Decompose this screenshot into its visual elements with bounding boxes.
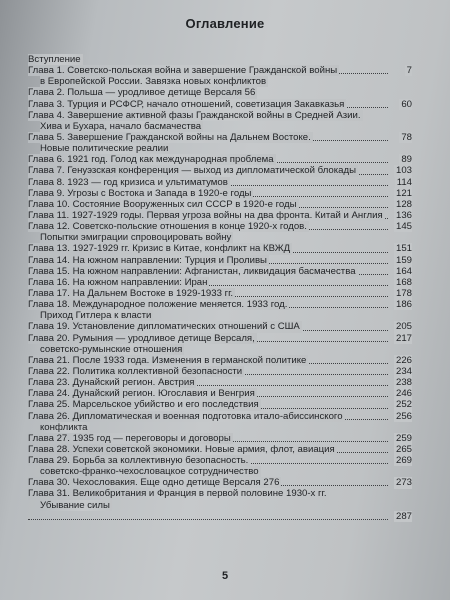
toc-entry bbox=[28, 433, 412, 444]
toc-entry-text: Глава 31. Великобритания и Франция в первой половине 1930-х гг. bbox=[28, 488, 327, 500]
toc-entry bbox=[28, 177, 412, 188]
toc-entry bbox=[28, 54, 412, 65]
toc-entry-text: Глава 2. Польша — уродливое детище Версаля 56 bbox=[28, 87, 256, 99]
toc-entry-page: 217 bbox=[395, 332, 412, 344]
toc-entry bbox=[28, 277, 412, 288]
toc-entry-text: Глава 12. Советско-польские отношения в конце 1920-х годов. bbox=[28, 221, 307, 233]
toc-entry-page: 226 bbox=[395, 354, 412, 366]
toc-entry-page: 252 bbox=[395, 399, 412, 411]
toc-entry bbox=[28, 310, 412, 321]
toc-entry bbox=[28, 99, 412, 110]
toc-entry bbox=[28, 243, 412, 254]
toc-entry-text: Убывание силы bbox=[40, 499, 110, 511]
toc-entry-text: Глава 6. 1921 год. Голод как международная проблема bbox=[28, 154, 274, 166]
toc-entry-page: 256 bbox=[395, 410, 412, 422]
toc-entry-page: 259 bbox=[395, 432, 412, 444]
toc-entry-text: Глава 11. 1927-1929 годы. Первая угроза войны на два фронта. Китай и Англия bbox=[28, 209, 383, 221]
toc-entry bbox=[28, 377, 412, 388]
toc-entry bbox=[28, 500, 412, 511]
toc-entry-page: 121 bbox=[395, 187, 412, 199]
toc-entry-text: Глава 16. На южном направлении: Иран bbox=[28, 276, 208, 288]
toc-entry-text: Глава 10. Состояние Вооруженных сил СССР в 1920-е годы bbox=[28, 198, 297, 210]
toc-entry bbox=[28, 87, 412, 98]
toc-entry bbox=[28, 344, 412, 355]
toc-entry-page: 60 bbox=[401, 98, 412, 110]
page-number: 5 bbox=[221, 570, 229, 582]
toc-entry-page: 145 bbox=[395, 221, 412, 233]
toc-entry bbox=[28, 411, 412, 422]
toc-entry bbox=[28, 65, 412, 76]
toc-entry-page: 246 bbox=[395, 388, 412, 400]
toc-entry-text: Глава 28. Успехи советской экономики. Новые армия, флот, авиация bbox=[28, 443, 335, 455]
toc-entry bbox=[28, 466, 412, 477]
toc-entry-text: Глава 8. 1923 — год кризиса и ультиматумов bbox=[28, 176, 228, 188]
toc-entry-page: 287 bbox=[395, 510, 412, 522]
toc-entry-page: 164 bbox=[395, 265, 412, 277]
toc-entry bbox=[28, 221, 412, 232]
toc-entry-page: 273 bbox=[395, 477, 412, 489]
toc-entry bbox=[28, 165, 412, 176]
toc-entry bbox=[28, 488, 412, 499]
toc-entry-page: 168 bbox=[395, 276, 412, 288]
toc-entry-text: Глава 22. Политика коллективной безопасности bbox=[28, 365, 243, 377]
toc-entry-text: Глава 23. Дунайский регион. Австрия bbox=[28, 377, 195, 389]
toc-entry-page: 159 bbox=[395, 254, 412, 266]
toc-entry bbox=[28, 232, 412, 243]
toc-entry-text: Глава 14. На южном направлении: Турция и Проливы bbox=[28, 254, 267, 266]
toc-entry-text: Глава 24. Дунайский регион. Югославия и Венгрия bbox=[28, 388, 255, 400]
table-of-contents bbox=[28, 54, 412, 522]
toc-entry-text: Глава 13. 1927-1929 гг. Кризис в Китае, конфликт на КВЖД bbox=[28, 243, 291, 255]
toc-entry-page: 178 bbox=[395, 287, 412, 299]
toc-entry bbox=[28, 288, 412, 299]
toc-entry-page: 7 bbox=[406, 65, 412, 77]
toc-entry bbox=[28, 511, 412, 522]
dot-leader bbox=[28, 519, 388, 520]
toc-entry-page: 186 bbox=[395, 299, 412, 311]
toc-entry-text: Глава 20. Румыния — уродливое детище Версаля, bbox=[28, 332, 255, 344]
toc-entry-page: 238 bbox=[395, 377, 412, 389]
toc-entry-text: Глава 21. После 1933 года. Изменения в германской политике bbox=[28, 354, 307, 366]
toc-entry bbox=[28, 255, 412, 266]
toc-entry-text: Попытки эмиграции спровоцировать войну bbox=[40, 232, 232, 244]
toc-entry-text: Глава 27. 1935 год — переговоры и договоры bbox=[28, 432, 231, 444]
toc-entry-text: Хива и Бухара, начало басмачества bbox=[40, 120, 202, 132]
toc-entry-text: Глава 19. Установление дипломатических отношений с США bbox=[28, 321, 300, 333]
toc-entry-page: 265 bbox=[395, 443, 412, 455]
toc-entry-text: Глава 17. На Дальнем Востоке в 1929-1933 гг. bbox=[28, 287, 234, 299]
toc-entry-page: 151 bbox=[395, 243, 412, 255]
toc-entry-page: 205 bbox=[395, 321, 412, 333]
toc-entry-text: Глава 30. Чехословакия. Еще одно детище Версаля 276 bbox=[28, 477, 280, 489]
toc-entry bbox=[28, 110, 412, 121]
toc-entry bbox=[28, 355, 412, 366]
toc-entry-text: Глава 29. Борьба за коллективную безопасность. bbox=[28, 455, 249, 467]
toc-entry bbox=[28, 444, 412, 455]
toc-entry bbox=[28, 477, 412, 488]
toc-entry-text: Глава 4. Завершение активной фазы Гражданской войны в Средней Азии. bbox=[28, 109, 361, 121]
toc-entry-text: Глава 7. Генуэзская конференция — выход из дипломатической блокады bbox=[28, 165, 357, 177]
toc-entry-page: 136 bbox=[395, 209, 412, 221]
toc-entry-text: Глава 15. На южном направлении: Афганистан, ликвидация басмачества bbox=[28, 265, 356, 277]
toc-entry bbox=[28, 422, 412, 433]
toc-entry-text: Глава 18. Международное положение меняется. 1933 год. bbox=[28, 299, 288, 311]
toc-entry-text: Глава 1. Советско-польская война и завершение Гражданской войны bbox=[28, 65, 338, 77]
toc-entry bbox=[28, 210, 412, 221]
toc-entry-text: Новые политические реалии bbox=[40, 143, 169, 155]
toc-entry bbox=[28, 299, 412, 310]
toc-entry-text: Глава 5. Завершение Гражданской войны на Дальнем Востоке. bbox=[28, 131, 311, 143]
toc-entry bbox=[28, 321, 412, 332]
toc-entry bbox=[28, 455, 412, 466]
toc-entry bbox=[28, 366, 412, 377]
toc-entry-text: Вступление bbox=[28, 54, 81, 65]
toc-entry-page: 269 bbox=[395, 455, 412, 467]
toc-entry bbox=[28, 333, 412, 344]
toc-entry-page: 114 bbox=[396, 176, 412, 188]
toc-entry-text: Глава 9. Угрозы с Востока и Запада в 1920-е годы bbox=[28, 187, 252, 199]
toc-entry-text: советско-франко-чехословацкое сотрудничество bbox=[40, 466, 259, 478]
toc-entry bbox=[28, 188, 412, 199]
toc-entry-page: 78 bbox=[401, 131, 412, 143]
toc-entry bbox=[28, 143, 412, 154]
toc-entry-text: Глава 3. Турция и РСФСР, начало отношений, советизация Закавказья bbox=[28, 98, 345, 110]
toc-entry-text: Глава 26. Дипломатическая и военная подготовка итало-абиссинского bbox=[28, 410, 343, 422]
toc-entry-page: 103 bbox=[395, 165, 412, 177]
toc-entry bbox=[28, 266, 412, 277]
toc-entry-page: 234 bbox=[395, 365, 412, 377]
toc-entry bbox=[28, 132, 412, 143]
toc-entry-text: Глава 25. Марсельское убийство и его последствия bbox=[28, 399, 259, 411]
toc-entry-page: 128 bbox=[395, 198, 412, 210]
toc-entry bbox=[28, 199, 412, 210]
toc-entry bbox=[28, 121, 412, 132]
toc-entry-text: Приход Гитлера к власти bbox=[40, 310, 152, 322]
toc-entry-text: советско-румынские отношения bbox=[40, 343, 183, 355]
toc-entry-text: конфликта bbox=[40, 421, 88, 433]
toc-entry bbox=[28, 154, 412, 165]
toc-entry-text: в Европейской России. Завязка новых конфликтов bbox=[40, 76, 267, 88]
toc-entry bbox=[28, 76, 412, 87]
toc-entry bbox=[28, 399, 412, 410]
toc-entry-page: 89 bbox=[401, 154, 412, 166]
page-title: Оглавление bbox=[185, 16, 265, 31]
toc-entry bbox=[28, 388, 412, 399]
